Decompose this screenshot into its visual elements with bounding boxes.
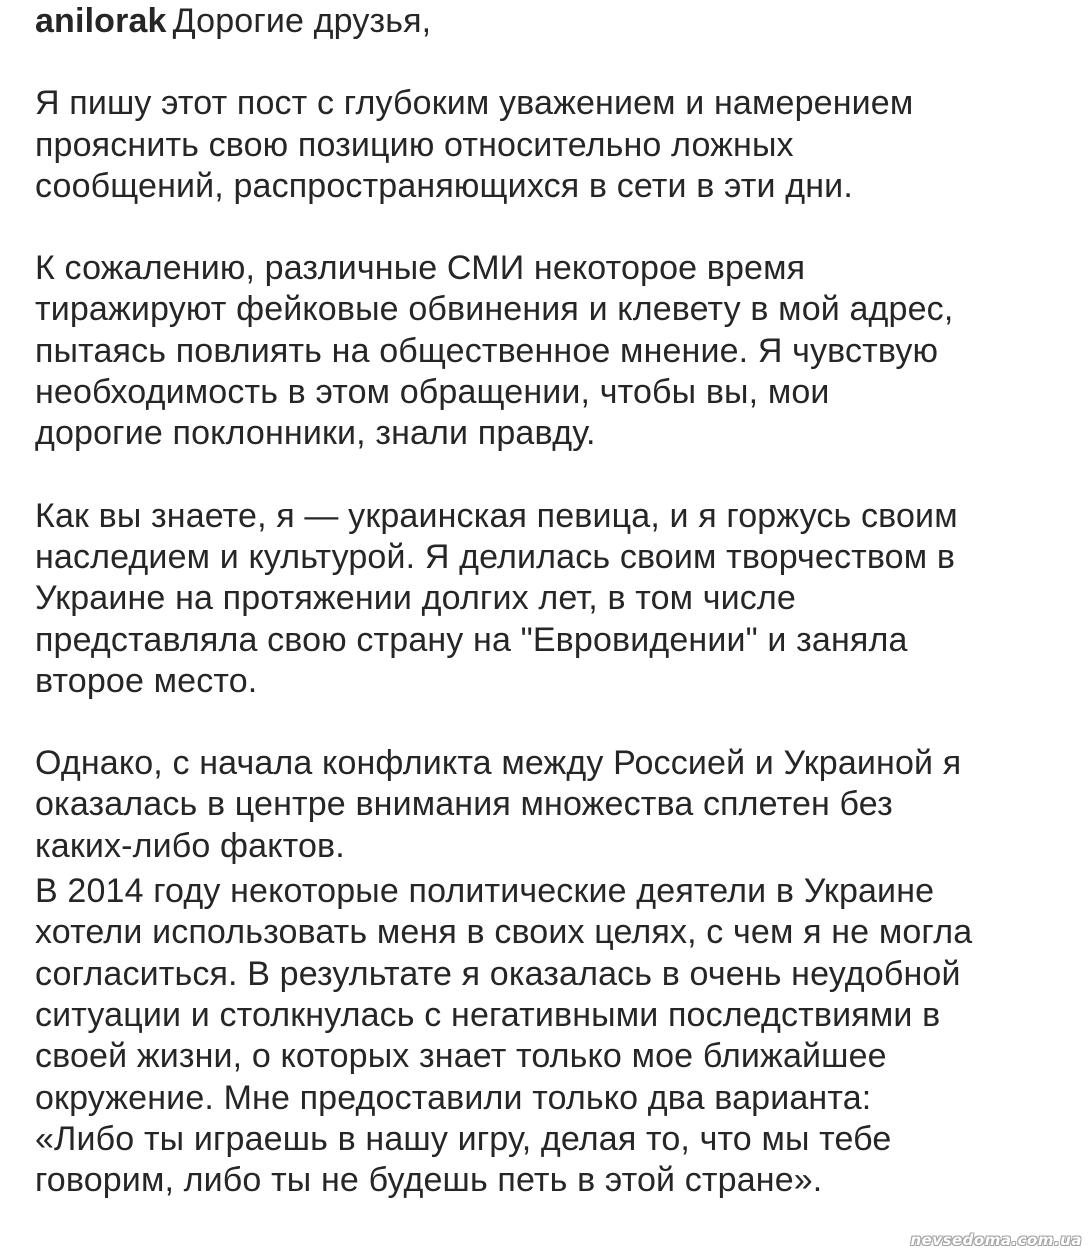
caption-paragraph-2: К сожалению, различные СМИ некоторое время тиражируют фейковые обвинения и клевету в мой адрес, пытаясь повлиять на общественное мнение. Я чувствую необходимость в этом обращении, чтобы вы, мои дорогие поклонники, знали правду. — [35, 249, 954, 453]
caption-paragraph-3: Как вы знаете, я — украинская певица, и я горжусь своим наследием и культурой. Я делилась своим творчеством в Украине на протяжении долгих лет, в том числе представляла свою страну на "Евровидении" и заняла второе место. — [35, 496, 958, 700]
site-watermark: nevsedoma.com.ua — [910, 1231, 1082, 1249]
caption-paragraph-4: Однако, с начала конфликта между Россией и Украиной я оказалась в центре внимания множества сплетен без каких-либо фактов. — [35, 744, 962, 865]
caption-paragraph-5: В 2014 году некоторые политические деятели в Украине хотели использовать меня в своих целях, с чем я не могла согласиться. В результате я оказалась в очень неудобной ситуации и столкнулась с негативными последствиями в своей жизни, о которых знает только мое ближайшее окружение. Мне предоставили только два варианта: «Либо ты играешь в нашу игру, делая то, что мы тебе говорим, либо ты не будешь петь в этой стране». — [35, 872, 973, 1200]
post-username-link[interactable]: anilorak — [35, 2, 167, 40]
post-greeting: Дорогие друзья, — [172, 2, 432, 40]
caption-paragraph-1: Я пишу этот пост с глубоким уважением и намерением прояснить свою позицию относительно ложных сообщений, распространяющихся в сети в эти дни. — [35, 84, 914, 205]
caption-first-line — [35, 0, 1085, 42]
post-caption — [35, 0, 1085, 1201]
